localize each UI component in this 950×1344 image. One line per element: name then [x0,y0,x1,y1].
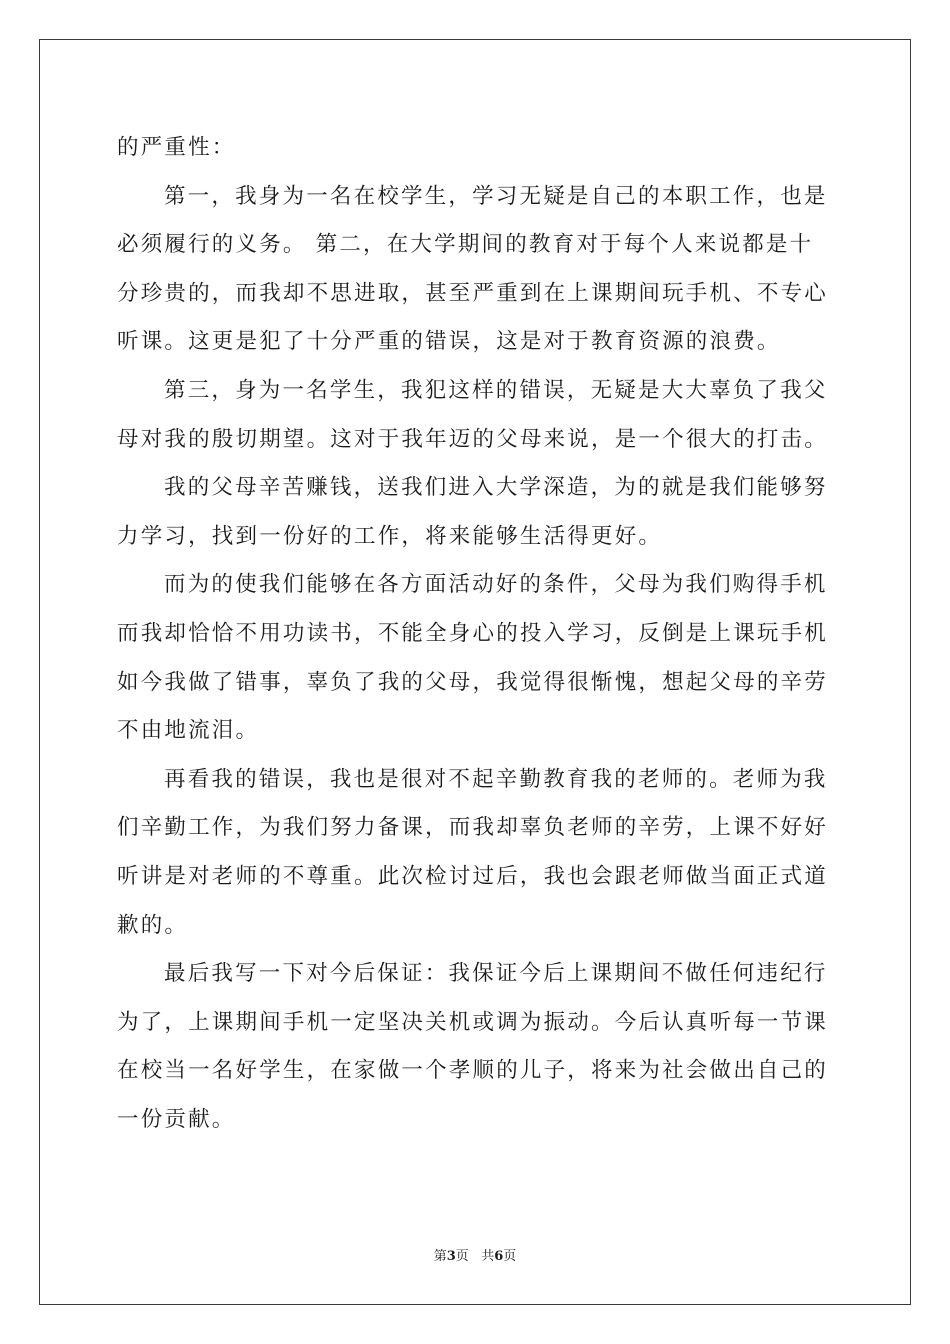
text-line: 我的父母辛苦赚钱，送我们进入大学深造，为的就是我们能够努 [164,475,828,501]
text-line: 不由地流泪。 [117,718,260,744]
text-line: 力学习，找到一份好的工作，将来能够生活得更好。 [117,523,663,549]
text-line: 最后我写一下对今后保证：我保证今后上课期间不做任何违纪行 [164,961,828,987]
text-line: 为了，上课期间手机一定坚决关机或调为振动。今后认真听每一节课 [117,1009,829,1035]
text-line: 第三，身为一名学生，我犯这样的错误，无疑是大大辜负了我父 [164,377,828,403]
text-line: 听讲是对老师的不尊重。此次检讨过后，我也会跟老师做当面正式道 [117,863,829,889]
text-line: 再看我的错误，我也是很对不起辛勤教育我的老师的。老师为我 [164,766,828,792]
total-suffix: 页 [503,1249,517,1264]
page-suffix: 页 [455,1249,469,1264]
page-total: 6 [494,1249,504,1264]
text-line: 分珍贵的，而我却不思进取，甚至严重到在上课期间玩手机、不专心 [117,280,829,306]
text-line: 歉的。 [117,912,189,938]
text-line: 必须履行的义务。 第二，在大学期间的教育对于每个人来说都是十 [117,232,814,258]
total-prefix: 共 [481,1249,495,1264]
document-body [117,124,835,1144]
page-prefix: 第 [433,1249,447,1264]
text-line: 一份贡献。 [117,1106,236,1132]
text-line: 们辛勤工作，为我们努力备课，而我却辜负老师的辛劳，上课不好好 [117,815,829,841]
page-footer [0,1248,950,1266]
text-line: 而我却恰恰不用功读书，不能全身心的投入学习，反倒是上课玩手机 [117,620,829,646]
text-line: 听课。这更是犯了十分严重的错误，这是对于教育资源的浪费。 [117,329,781,355]
text-line: 而为的使我们能够在各方面活动好的条件，父母为我们购得手机 [164,572,828,598]
text-line: 母对我的殷切期望。这对于我年迈的父母来说，是一个很大的打击。 [117,426,829,452]
text-line: 在校当一名好学生，在家做一个孝顺的儿子，将来为社会做出自己的 [117,1058,829,1084]
text-line: 的严重性： [117,135,236,160]
page-current: 3 [446,1249,456,1264]
text-line: 第一，我身为一名在校学生，学习无疑是自己的本职工作，也是 [164,183,828,209]
text-line: 如今我做了错事，辜负了我的父母，我觉得很惭愧，想起父母的辛劳 [117,669,829,695]
